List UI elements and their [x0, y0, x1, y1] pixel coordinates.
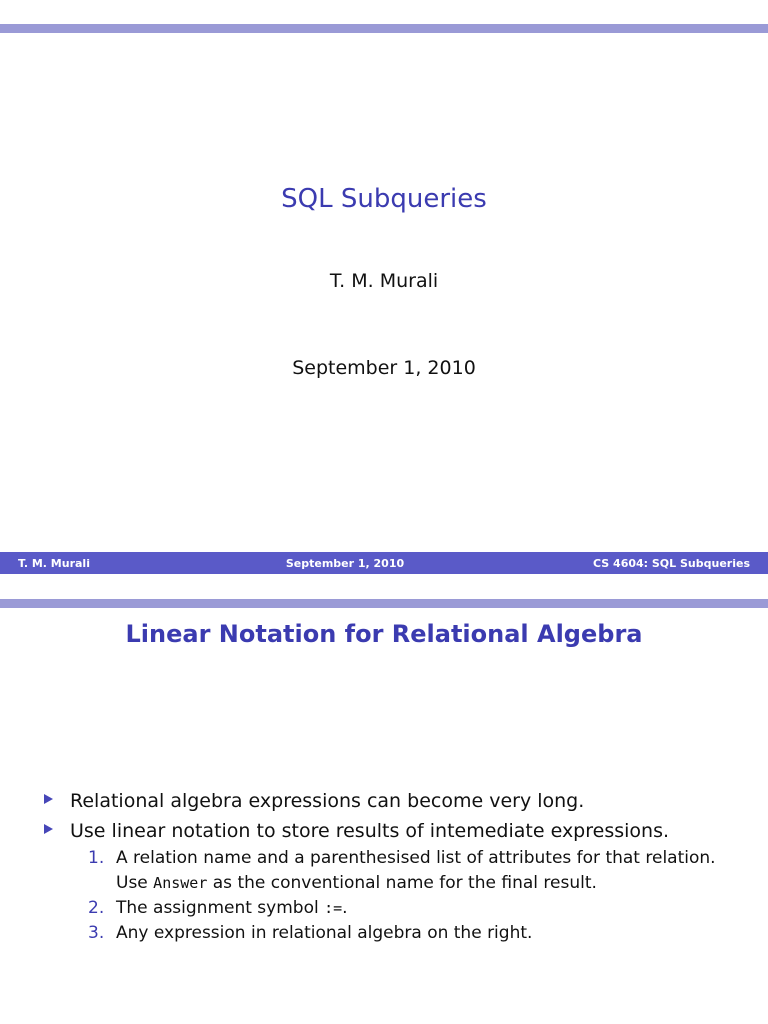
- slide-separator: [0, 576, 768, 596]
- slide-date: September 1, 2010: [292, 357, 476, 379]
- footer-course: CS 4604: SQL Subqueries: [593, 557, 750, 570]
- slide-title: Linear Notation for Relational Algebra: [125, 620, 643, 648]
- item-number: 1.: [88, 848, 105, 868]
- content-slide: [0, 596, 768, 1024]
- code-assignment: :=: [324, 899, 343, 917]
- item-number: 2.: [88, 898, 105, 918]
- numbered-item: [70, 921, 754, 946]
- footer-author: T. M. Murali: [18, 557, 90, 570]
- slide-footer: [0, 552, 768, 574]
- slide-top-bar: [0, 24, 768, 33]
- bullet-text: Relational algebra expressions can become very long.: [70, 790, 585, 812]
- numbered-sublist: [70, 846, 754, 946]
- item-number: 3.: [88, 923, 105, 943]
- bullet-arrow-icon: [44, 794, 53, 804]
- item-text: as the conventional name for the final result.: [207, 873, 597, 893]
- item-text: A relation name and a parenthesised list of attributes for that relation.: [116, 848, 716, 868]
- item-text: Use: [116, 873, 154, 893]
- bullet-item: [44, 786, 754, 816]
- code-answer: Answer: [153, 874, 208, 892]
- footer-date: September 1, 2010: [285, 557, 405, 570]
- item-text: .: [342, 898, 348, 918]
- slide-author: T. M. Murali: [329, 270, 439, 292]
- numbered-item: [70, 896, 754, 921]
- bullet-arrow-icon: [44, 824, 53, 834]
- bullet-list: [44, 786, 754, 946]
- slide-top-bar: [0, 599, 768, 608]
- slide-title: SQL Subqueries: [281, 184, 487, 214]
- item-text: The assignment symbol: [116, 898, 325, 918]
- numbered-item: [70, 846, 754, 896]
- bullet-text: Use linear notation to store results of intemediate expressions.: [70, 820, 670, 842]
- item-text: Any expression in relational algebra on the right.: [116, 923, 533, 943]
- bullet-item: [44, 816, 754, 946]
